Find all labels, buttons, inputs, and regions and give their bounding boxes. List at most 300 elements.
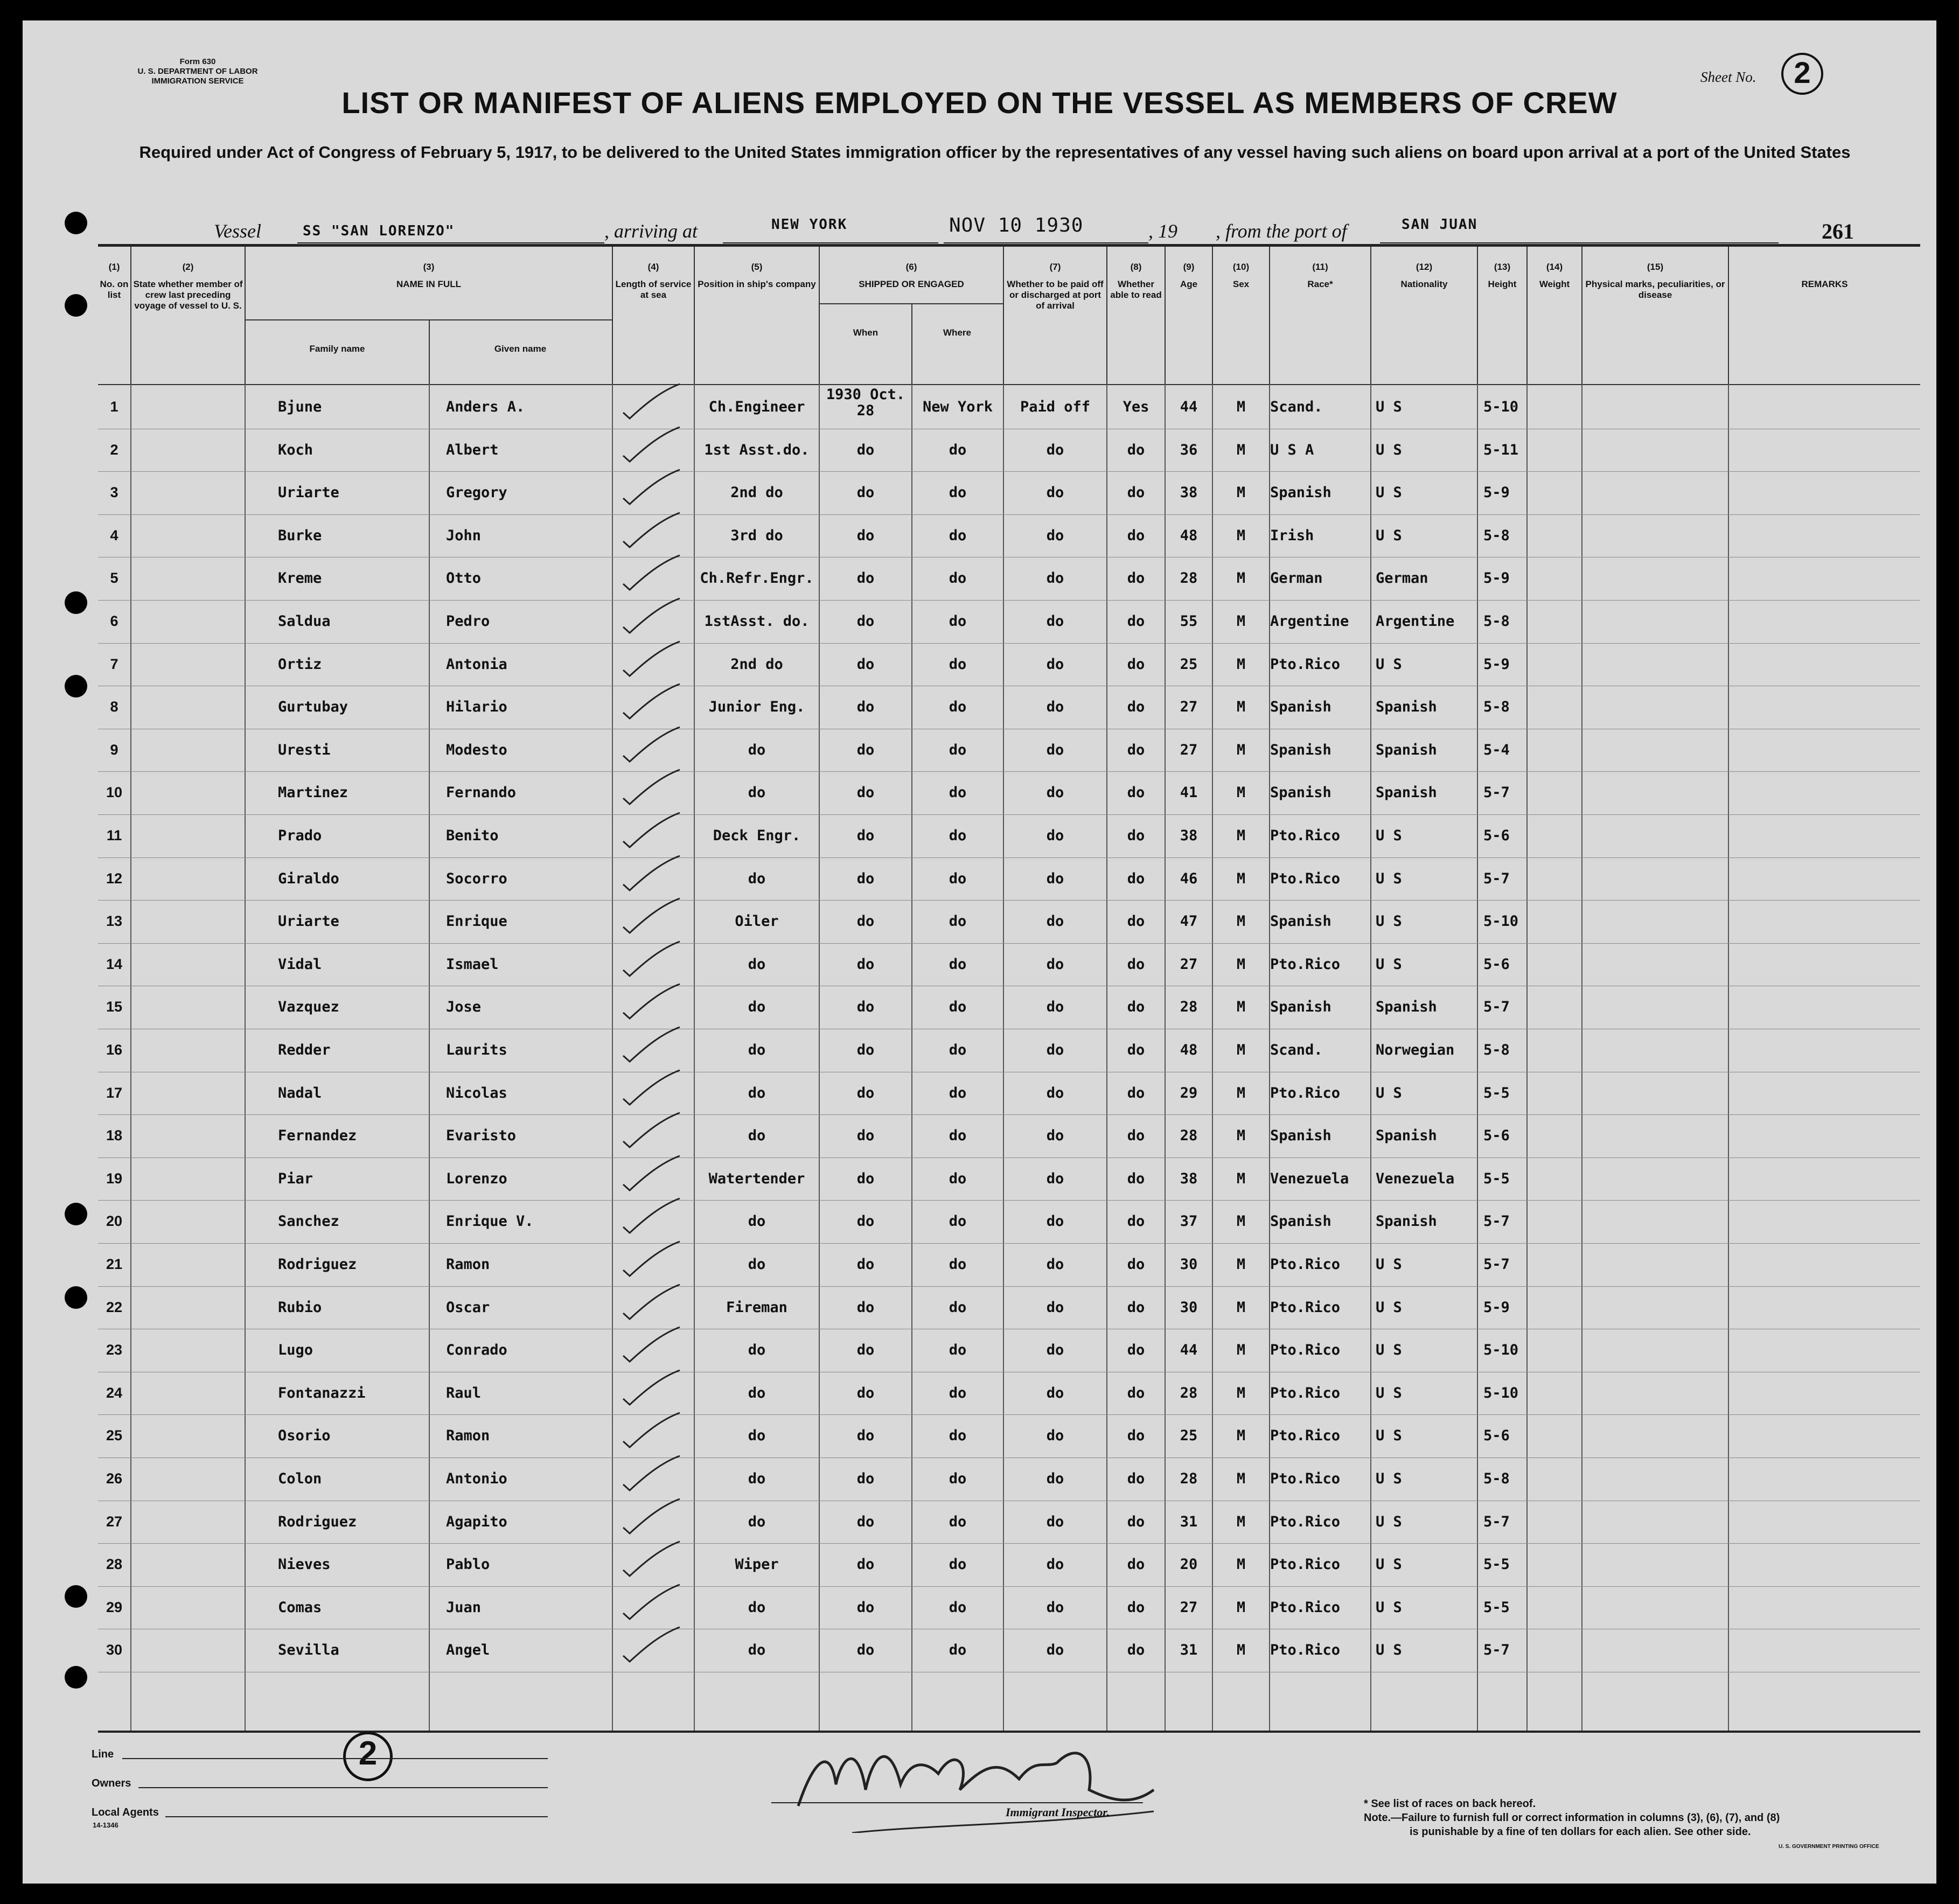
header-col-2: (2) State whether member of crew last preceding voyage of vessel to U. S. bbox=[131, 247, 246, 384]
position: 2nd do bbox=[730, 484, 783, 501]
table-row bbox=[98, 1629, 1920, 1672]
sex: M bbox=[1236, 1299, 1246, 1316]
row-number: 4 bbox=[110, 527, 118, 543]
family-name: Vazquez bbox=[278, 999, 339, 1016]
sex: M bbox=[1236, 1384, 1246, 1401]
paid-off: do bbox=[1046, 913, 1064, 930]
table-row bbox=[98, 471, 1920, 514]
page-number: 261 bbox=[1822, 219, 1854, 243]
row-number: 29 bbox=[106, 1599, 123, 1615]
paid-off: do bbox=[1046, 956, 1064, 973]
position: do bbox=[748, 741, 766, 758]
age: 47 bbox=[1180, 913, 1198, 930]
shipped-when: do bbox=[856, 1256, 875, 1273]
shipped-where: do bbox=[949, 655, 967, 673]
family-name: Koch bbox=[278, 441, 313, 458]
sex: M bbox=[1236, 1084, 1246, 1101]
height: 5-10 bbox=[1483, 1342, 1519, 1359]
shipped-where: do bbox=[949, 1213, 967, 1230]
shipped-where: New York bbox=[922, 399, 993, 415]
check-mark bbox=[618, 512, 682, 549]
age: 55 bbox=[1180, 613, 1198, 630]
row-number: 13 bbox=[106, 913, 123, 930]
family-name: Fernandez bbox=[278, 1127, 357, 1145]
family-name: Piar bbox=[278, 1170, 313, 1187]
age: 46 bbox=[1180, 870, 1198, 887]
race: Scand. bbox=[1270, 1042, 1323, 1058]
paid-off: Paid off bbox=[1020, 399, 1091, 415]
family-name: Saldua bbox=[278, 613, 331, 630]
shipped-when: do bbox=[856, 1213, 875, 1230]
paid-off: do bbox=[1046, 1299, 1064, 1316]
race: Spanish bbox=[1270, 699, 1331, 716]
given-name: Ramon bbox=[446, 1256, 490, 1273]
position: do bbox=[748, 1256, 766, 1273]
family-name: Uriarte bbox=[278, 913, 339, 930]
punch-hole bbox=[65, 675, 87, 698]
shipped-when: do bbox=[856, 1299, 875, 1316]
age: 28 bbox=[1180, 999, 1198, 1016]
inspector-signature bbox=[766, 1725, 1175, 1833]
nationality: U S bbox=[1376, 1384, 1402, 1401]
row-number: 2 bbox=[110, 441, 118, 458]
penalty-note-continued: is punishable by a fine of ten dollars for each alien. See other side. bbox=[1410, 1826, 1751, 1838]
table-row bbox=[98, 643, 1920, 686]
age: 27 bbox=[1180, 741, 1198, 758]
race: Spanish bbox=[1270, 784, 1331, 801]
table-row bbox=[98, 557, 1920, 600]
given-name: Raul bbox=[446, 1384, 482, 1401]
nationality: Argentine bbox=[1376, 613, 1455, 630]
position: do bbox=[748, 1084, 766, 1101]
height: 5-8 bbox=[1483, 1042, 1510, 1058]
race: Spanish bbox=[1270, 1127, 1331, 1145]
race: Pto.Rico bbox=[1270, 1427, 1341, 1445]
crew-table bbox=[98, 244, 1920, 1733]
row-number: 7 bbox=[110, 655, 118, 672]
able-to-read: do bbox=[1127, 1342, 1145, 1359]
table-row bbox=[98, 771, 1920, 814]
sex: M bbox=[1236, 699, 1246, 716]
table-row bbox=[98, 814, 1920, 857]
shipped-where: do bbox=[949, 441, 967, 458]
nationality: Venezuela bbox=[1376, 1170, 1455, 1187]
table-row bbox=[98, 986, 1920, 1029]
position: Watertender bbox=[708, 1170, 805, 1187]
position: do bbox=[748, 1427, 766, 1445]
check-mark bbox=[618, 1455, 682, 1492]
shipped-where: do bbox=[949, 1556, 967, 1573]
sex: M bbox=[1236, 1556, 1246, 1573]
sex: M bbox=[1236, 1256, 1246, 1273]
sex: M bbox=[1236, 913, 1246, 930]
check-mark bbox=[618, 1584, 682, 1621]
shipped-where: do bbox=[949, 1642, 967, 1659]
able-to-read: do bbox=[1127, 1642, 1145, 1659]
paid-off: do bbox=[1046, 699, 1064, 716]
height: 5-5 bbox=[1483, 1599, 1510, 1616]
able-to-read: do bbox=[1127, 570, 1145, 587]
given-name: Angel bbox=[446, 1642, 490, 1659]
sheet-label: Sheet No. bbox=[1700, 69, 1756, 85]
age: 44 bbox=[1180, 399, 1198, 415]
position: do bbox=[748, 784, 766, 801]
row-number: 8 bbox=[110, 699, 118, 715]
check-mark bbox=[618, 726, 682, 764]
header-given-name: Given name bbox=[494, 344, 547, 354]
shipped-when: do bbox=[856, 484, 875, 501]
height: 5-5 bbox=[1483, 1084, 1510, 1101]
given-name: Albert bbox=[446, 441, 499, 458]
able-to-read: do bbox=[1127, 956, 1145, 973]
able-to-read: do bbox=[1127, 655, 1145, 673]
able-to-read: do bbox=[1127, 1084, 1145, 1101]
header-col-8: (8) Whether able to read bbox=[1107, 247, 1166, 384]
nationality: Spanish bbox=[1376, 999, 1437, 1016]
row-number: 15 bbox=[106, 999, 123, 1015]
race: Irish bbox=[1270, 527, 1314, 544]
family-name: Comas bbox=[278, 1599, 322, 1616]
family-name: Colon bbox=[278, 1470, 322, 1487]
row-number: 19 bbox=[106, 1170, 123, 1187]
family-name: Ortiz bbox=[278, 655, 322, 673]
sex: M bbox=[1236, 870, 1246, 887]
given-name: Fernando bbox=[446, 784, 517, 801]
given-name: Socorro bbox=[446, 870, 507, 887]
check-mark bbox=[618, 597, 682, 635]
check-mark bbox=[618, 1284, 682, 1321]
table-row bbox=[98, 1157, 1920, 1201]
family-name: Uriarte bbox=[278, 484, 339, 501]
line-label: Line bbox=[92, 1748, 114, 1760]
sex: M bbox=[1236, 1427, 1246, 1445]
position: do bbox=[748, 956, 766, 973]
shipped-where: do bbox=[949, 999, 967, 1016]
check-mark bbox=[618, 1026, 682, 1064]
table-row bbox=[98, 1543, 1920, 1586]
check-mark bbox=[618, 1240, 682, 1278]
check-mark bbox=[618, 683, 682, 721]
height: 5-9 bbox=[1483, 484, 1510, 501]
shipped-where: do bbox=[949, 613, 967, 630]
age: 30 bbox=[1180, 1299, 1198, 1316]
footer-sheet-number: 2 bbox=[343, 1732, 393, 1781]
nationality: Spanish bbox=[1376, 784, 1437, 801]
given-name: Ramon bbox=[446, 1427, 490, 1445]
shipped-when: do bbox=[856, 613, 875, 630]
able-to-read: do bbox=[1127, 827, 1145, 844]
race: Pto.Rico bbox=[1270, 956, 1341, 973]
race: Spanish bbox=[1270, 999, 1331, 1016]
sex: M bbox=[1236, 1513, 1246, 1530]
height: 5-8 bbox=[1483, 613, 1510, 630]
paid-off: do bbox=[1046, 741, 1064, 758]
check-mark bbox=[618, 940, 682, 978]
height: 5-9 bbox=[1483, 655, 1510, 673]
given-name: Lorenzo bbox=[446, 1170, 507, 1187]
able-to-read: do bbox=[1127, 1299, 1145, 1316]
nationality: U S bbox=[1376, 527, 1402, 544]
age: 27 bbox=[1180, 956, 1198, 973]
race: Pto.Rico bbox=[1270, 1642, 1341, 1659]
able-to-read: do bbox=[1127, 1127, 1145, 1145]
family-name: Gurtubay bbox=[278, 699, 348, 716]
given-name: Pablo bbox=[446, 1556, 490, 1573]
race: Spanish bbox=[1270, 1213, 1331, 1230]
height: 5-7 bbox=[1483, 784, 1510, 801]
family-name: Nieves bbox=[278, 1556, 331, 1573]
shipped-where: do bbox=[949, 1384, 967, 1401]
height: 5-9 bbox=[1483, 570, 1510, 587]
family-name: Bjune bbox=[278, 399, 322, 415]
position: do bbox=[748, 1342, 766, 1359]
able-to-read: do bbox=[1127, 1427, 1145, 1445]
nationality: Spanish bbox=[1376, 1213, 1437, 1230]
race: Pto.Rico bbox=[1270, 870, 1341, 887]
shipped-where: do bbox=[949, 527, 967, 544]
punch-hole bbox=[65, 591, 87, 614]
able-to-read: do bbox=[1127, 784, 1145, 801]
race: Spanish bbox=[1270, 741, 1331, 758]
paid-off: do bbox=[1046, 1042, 1064, 1058]
sex: M bbox=[1236, 827, 1246, 844]
nationality: U S bbox=[1376, 1299, 1402, 1316]
row-number: 9 bbox=[110, 741, 118, 758]
date-stamp: NOV 10 1930 bbox=[949, 214, 1084, 236]
sheet-number: 2 bbox=[1781, 53, 1823, 95]
local-agents-label: Local Agents bbox=[92, 1807, 159, 1818]
shipped-when: do bbox=[856, 1599, 875, 1616]
check-mark bbox=[618, 383, 682, 421]
table-row bbox=[98, 686, 1920, 729]
shipped-when: do bbox=[856, 999, 875, 1016]
shipped-where: do bbox=[949, 827, 967, 844]
age: 25 bbox=[1180, 1427, 1198, 1445]
races-note: * See list of races on back hereof. bbox=[1364, 1798, 1536, 1810]
paid-off: do bbox=[1046, 655, 1064, 673]
age: 41 bbox=[1180, 784, 1198, 801]
row-number: 27 bbox=[106, 1513, 123, 1530]
shipped-when: do bbox=[856, 827, 875, 844]
row-number: 17 bbox=[106, 1084, 123, 1101]
shipped-when: do bbox=[856, 956, 875, 973]
table-row bbox=[98, 1243, 1920, 1286]
given-name: Ismael bbox=[446, 956, 499, 973]
row-number: 23 bbox=[106, 1342, 123, 1358]
row-number: 22 bbox=[106, 1299, 123, 1315]
given-name: Jose bbox=[446, 999, 482, 1016]
nationality: U S bbox=[1376, 1084, 1402, 1101]
punch-hole bbox=[65, 1203, 87, 1225]
table-row bbox=[98, 386, 1920, 429]
paid-off: do bbox=[1046, 1170, 1064, 1187]
row-number: 14 bbox=[106, 956, 123, 972]
sex: M bbox=[1236, 956, 1246, 973]
paid-off: do bbox=[1046, 484, 1064, 501]
nationality: U S bbox=[1376, 956, 1402, 973]
shipped-when: do bbox=[856, 441, 875, 458]
height: 5-6 bbox=[1483, 1127, 1510, 1145]
shipped-when: 1930 Oct. 28 bbox=[826, 386, 905, 419]
check-mark bbox=[618, 897, 682, 935]
able-to-read: do bbox=[1127, 527, 1145, 544]
nationality: U S bbox=[1376, 1642, 1402, 1659]
penalty-note: Note.—Failure to furnish full or correct information in columns (3), (6), (7), and (8) bbox=[1364, 1812, 1780, 1824]
position: Oiler bbox=[735, 913, 779, 930]
header-col-15: (15) Physical marks, peculiarities, or disease bbox=[1582, 247, 1729, 384]
check-mark bbox=[618, 469, 682, 506]
nationality: U S bbox=[1376, 1342, 1402, 1359]
table-row bbox=[98, 1200, 1920, 1243]
punch-hole bbox=[65, 1585, 87, 1608]
paid-off: do bbox=[1046, 570, 1064, 587]
header-col-12: (12) Nationality bbox=[1371, 247, 1478, 384]
shipped-where: do bbox=[949, 1599, 967, 1616]
shipped-when: do bbox=[856, 527, 875, 544]
punch-hole bbox=[65, 294, 87, 317]
given-name: Enrique V. bbox=[446, 1213, 534, 1230]
sex: M bbox=[1236, 1470, 1246, 1487]
table-row bbox=[98, 600, 1920, 643]
given-name: Enrique bbox=[446, 913, 507, 930]
age: 38 bbox=[1180, 827, 1198, 844]
given-name: Antonio bbox=[446, 1470, 507, 1487]
paid-off: do bbox=[1046, 870, 1064, 887]
row-number: 12 bbox=[106, 870, 123, 887]
given-name: Juan bbox=[446, 1599, 482, 1616]
shipped-when: do bbox=[856, 699, 875, 716]
race: Pto.Rico bbox=[1270, 655, 1341, 673]
nationality: Spanish bbox=[1376, 699, 1437, 716]
family-name: Kreme bbox=[278, 570, 322, 587]
paid-off: do bbox=[1046, 1599, 1064, 1616]
age: 30 bbox=[1180, 1256, 1198, 1273]
sex: M bbox=[1236, 570, 1246, 587]
table-row bbox=[98, 729, 1920, 772]
position: do bbox=[748, 1513, 766, 1530]
nationality: U S bbox=[1376, 1513, 1402, 1530]
sex: M bbox=[1236, 1042, 1246, 1058]
row-number: 21 bbox=[106, 1256, 123, 1272]
position: Wiper bbox=[735, 1556, 779, 1573]
shipped-where: do bbox=[949, 870, 967, 887]
row-number: 6 bbox=[110, 613, 118, 629]
sex: M bbox=[1236, 1213, 1246, 1230]
table-row bbox=[98, 429, 1920, 472]
paid-off: do bbox=[1046, 1342, 1064, 1359]
race: Pto.Rico bbox=[1270, 1599, 1341, 1616]
position: 2nd do bbox=[730, 655, 783, 673]
sex: M bbox=[1236, 741, 1246, 758]
able-to-read: Yes bbox=[1123, 399, 1149, 415]
paid-off: do bbox=[1046, 999, 1064, 1016]
height: 5-7 bbox=[1483, 1256, 1510, 1273]
page-title: LIST OR MANIFEST OF ALIENS EMPLOYED ON THE VESSEL AS MEMBERS OF CREW bbox=[341, 86, 1618, 120]
family-name: Rubio bbox=[278, 1299, 322, 1316]
nationality: U S bbox=[1376, 913, 1402, 930]
position: 1st Asst.do. bbox=[704, 441, 810, 458]
row-number: 24 bbox=[106, 1384, 123, 1401]
position: do bbox=[748, 1042, 766, 1058]
position: Junior Eng. bbox=[708, 699, 805, 716]
sex: M bbox=[1236, 441, 1246, 458]
age: 48 bbox=[1180, 527, 1198, 544]
paid-off: do bbox=[1046, 613, 1064, 630]
check-mark bbox=[618, 983, 682, 1021]
race: Pto.Rico bbox=[1270, 1084, 1341, 1101]
age: 31 bbox=[1180, 1642, 1198, 1659]
height: 5-10 bbox=[1483, 1384, 1519, 1401]
nationality: U S bbox=[1376, 1256, 1402, 1273]
given-name: Modesto bbox=[446, 741, 507, 758]
paid-off: do bbox=[1046, 441, 1064, 458]
race: Spanish bbox=[1270, 484, 1331, 501]
height: 5-10 bbox=[1483, 399, 1519, 415]
page-subtitle: Required under Act of Congress of February 5, 1917, to be delivered to the United States immigration officer by the representatives of any vessel having such aliens on board upon arrival at a port of the United States bbox=[139, 143, 1851, 162]
table-row bbox=[98, 514, 1920, 557]
shipped-when: do bbox=[856, 570, 875, 587]
check-mark bbox=[618, 1369, 682, 1407]
header-when: When bbox=[853, 327, 879, 338]
able-to-read: do bbox=[1127, 1170, 1145, 1187]
table-row bbox=[98, 1372, 1920, 1415]
given-name: Oscar bbox=[446, 1299, 490, 1316]
shipped-where: do bbox=[949, 1427, 967, 1445]
header-col-11: (11) Race* bbox=[1270, 247, 1371, 384]
able-to-read: do bbox=[1127, 441, 1145, 458]
sex: M bbox=[1236, 999, 1246, 1016]
nationality: U S bbox=[1376, 870, 1402, 887]
paid-off: do bbox=[1046, 784, 1064, 801]
position: Deck Engr. bbox=[713, 827, 801, 844]
shipped-when: do bbox=[856, 870, 875, 887]
shipped-when: do bbox=[856, 1084, 875, 1101]
header-col-6: (6) SHIPPED OR ENGAGED When Where bbox=[820, 247, 1004, 384]
shipped-when: do bbox=[856, 1342, 875, 1359]
shipped-where: do bbox=[949, 784, 967, 801]
height: 5-10 bbox=[1483, 913, 1519, 930]
race: Pto.Rico bbox=[1270, 1299, 1341, 1316]
sex: M bbox=[1236, 1127, 1246, 1145]
height: 5-4 bbox=[1483, 741, 1510, 758]
check-mark bbox=[618, 1412, 682, 1449]
punch-hole bbox=[65, 212, 87, 234]
race: Venezuela bbox=[1270, 1170, 1349, 1187]
nationality: U S bbox=[1376, 441, 1402, 458]
punch-hole bbox=[65, 1286, 87, 1309]
shipped-where: do bbox=[949, 1084, 967, 1101]
sex: M bbox=[1236, 399, 1246, 415]
position: 1stAsst. do. bbox=[704, 613, 810, 630]
height: 5-7 bbox=[1483, 999, 1510, 1016]
table-row bbox=[98, 1414, 1920, 1457]
row-number: 18 bbox=[106, 1127, 123, 1144]
given-name: Otto bbox=[446, 570, 482, 587]
height: 5-5 bbox=[1483, 1170, 1510, 1187]
paid-off: do bbox=[1046, 1213, 1064, 1230]
nationality: U S bbox=[1376, 399, 1402, 415]
age: 28 bbox=[1180, 570, 1198, 587]
form-info bbox=[98, 57, 297, 86]
position: do bbox=[748, 1384, 766, 1401]
family-name: Burke bbox=[278, 527, 322, 544]
family-name: Rodriguez bbox=[278, 1513, 357, 1530]
family-name: Sevilla bbox=[278, 1642, 339, 1659]
position: do bbox=[748, 870, 766, 887]
given-name: Gregory bbox=[446, 484, 507, 501]
given-name: Hilario bbox=[446, 699, 507, 716]
height: 5-7 bbox=[1483, 1642, 1510, 1659]
